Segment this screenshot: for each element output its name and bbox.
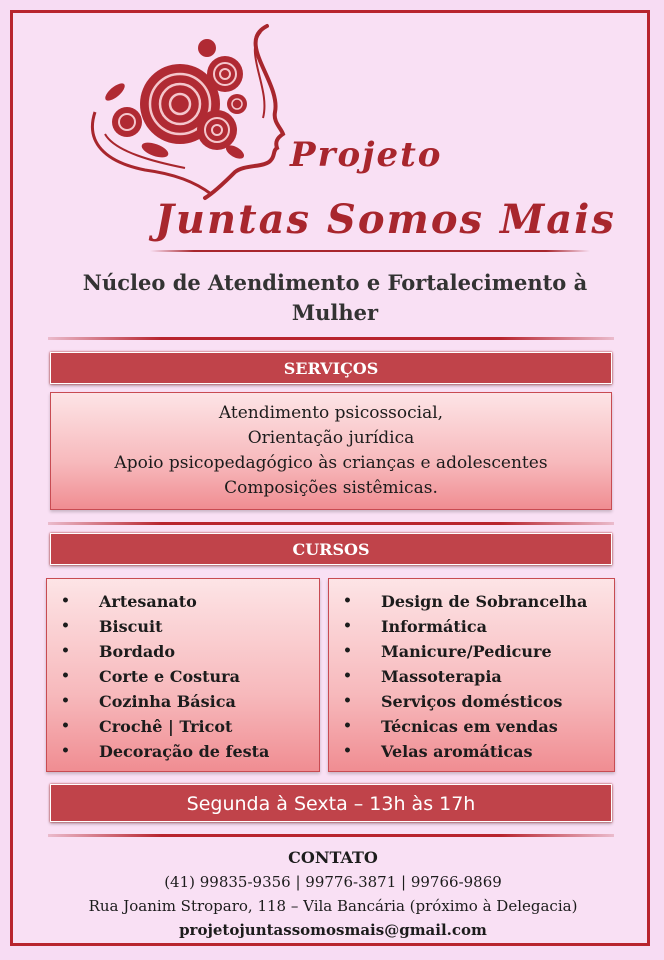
contact-title: CONTATO xyxy=(288,848,378,867)
list-item xyxy=(329,714,614,739)
brand-line-2: Juntas Somos Mais xyxy=(155,196,616,243)
list-item xyxy=(47,739,319,764)
bullet-icon: • xyxy=(61,618,70,634)
course-label: Crochê | Tricot xyxy=(99,717,233,736)
service-item: Composições sistêmicas. xyxy=(224,478,438,498)
list-item xyxy=(47,689,319,714)
bullet-icon: • xyxy=(61,693,70,709)
course-label: Informática xyxy=(381,617,487,636)
service-item: Apoio psicopedagógico às crianças e adolescentes xyxy=(114,453,548,473)
schedule-bar: Segunda à Sexta – 13h às 17h xyxy=(50,784,612,822)
services-heading: SERVIÇOS xyxy=(50,352,612,384)
list-item xyxy=(47,589,319,614)
course-label: Velas aromáticas xyxy=(381,742,533,761)
contact-address: Rua Joanim Stroparo, 118 – Vila Bancária (próximo à Delegacia) xyxy=(88,897,578,915)
service-item: Orientação jurídica xyxy=(247,428,415,448)
list-item xyxy=(47,664,319,689)
service-item: Atendimento psicossocial, xyxy=(218,403,444,423)
bullet-icon: • xyxy=(61,643,70,659)
bullet-icon: • xyxy=(61,718,70,734)
contact-email: projetojuntassomosmais@gmail.com xyxy=(179,921,487,939)
list-item xyxy=(329,739,614,764)
bullet-icon: • xyxy=(343,743,352,759)
bullet-icon: • xyxy=(343,643,352,659)
bullet-icon: • xyxy=(61,593,70,609)
bullet-icon: • xyxy=(343,618,352,634)
list-item xyxy=(47,639,319,664)
brand-underline xyxy=(150,250,590,252)
course-label: Corte e Costura xyxy=(99,667,240,686)
courses-left-list xyxy=(47,579,319,764)
course-label: Técnicas em vendas xyxy=(381,717,558,736)
bullet-icon: • xyxy=(61,743,70,759)
course-label: Manicure/Pedicure xyxy=(381,642,552,661)
courses-right-panel xyxy=(328,578,615,772)
courses-heading: CURSOS xyxy=(50,533,612,565)
course-label: Massoterapia xyxy=(381,667,502,686)
list-item xyxy=(47,714,319,739)
bullet-icon: • xyxy=(343,693,352,709)
brand-line-1: Projeto xyxy=(290,135,443,175)
divider-bottom xyxy=(48,834,614,837)
list-item xyxy=(329,614,614,639)
list-item xyxy=(329,664,614,689)
course-label: Serviços domésticos xyxy=(381,692,563,711)
course-label: Biscuit xyxy=(99,617,163,636)
contact-block xyxy=(13,846,653,942)
divider-top xyxy=(48,337,614,340)
list-item xyxy=(47,614,319,639)
bullet-icon: • xyxy=(343,718,352,734)
list-item xyxy=(329,589,614,614)
courses-left-panel xyxy=(46,578,320,772)
divider-mid xyxy=(48,522,614,525)
course-label: Cozinha Básica xyxy=(99,692,236,711)
bullet-icon: • xyxy=(61,668,70,684)
course-label: Bordado xyxy=(99,642,176,661)
bullet-icon: • xyxy=(343,668,352,684)
course-label: Decoração de festa xyxy=(99,742,270,761)
page-subtitle: Núcleo de Atendimento e Fortalecimento à Mulher xyxy=(82,270,588,325)
contact-phones: (41) 99835-9356 | 99776-3871 | 99766-9869 xyxy=(164,873,502,891)
course-label: Design de Sobrancelha xyxy=(381,592,588,611)
courses-right-list xyxy=(329,579,614,764)
list-item xyxy=(329,689,614,714)
course-label: Artesanato xyxy=(99,592,197,611)
services-panel xyxy=(50,392,612,510)
bullet-icon: • xyxy=(343,593,352,609)
list-item xyxy=(329,639,614,664)
